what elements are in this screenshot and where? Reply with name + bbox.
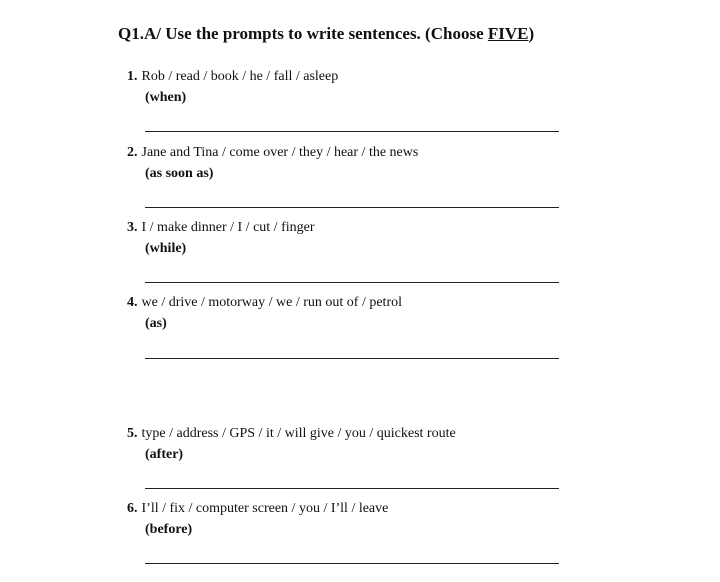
exercise-item-4 xyxy=(127,295,567,332)
exercise-item-5 xyxy=(127,426,567,463)
item-number: 1. xyxy=(127,69,138,84)
item-hint: (while) xyxy=(145,241,187,256)
item-prompt: I’ll / fix / computer screen / you / I’ll / leave xyxy=(141,501,389,516)
answer-line[interactable] xyxy=(145,282,559,283)
answer-line[interactable] xyxy=(145,358,559,359)
answer-line[interactable] xyxy=(145,488,559,489)
item-hint: (before) xyxy=(145,522,193,537)
item-prompt-line xyxy=(127,145,567,161)
item-hint: (as) xyxy=(145,316,167,331)
item-hint: (as soon as) xyxy=(145,166,214,181)
answer-line[interactable] xyxy=(145,563,559,564)
title-emphasis: FIVE xyxy=(487,24,529,43)
item-prompt-line xyxy=(127,69,567,85)
answer-line[interactable] xyxy=(145,131,559,132)
item-prompt-line xyxy=(127,295,567,311)
item-number: 6. xyxy=(127,501,138,516)
exercise-title xyxy=(118,24,534,44)
answer-line[interactable] xyxy=(145,207,559,208)
item-hint: (after) xyxy=(145,447,184,462)
item-prompt-line xyxy=(127,501,567,517)
item-number: 3. xyxy=(127,220,138,235)
item-prompt-line xyxy=(127,426,567,442)
item-prompt: type / address / GPS / it / will give / you / quickest route xyxy=(141,426,456,441)
item-hint: (when) xyxy=(145,90,187,105)
title-prefix: Q1.A/ Use the prompts to write sentences. (Choose xyxy=(118,24,488,43)
item-prompt: I / make dinner / I / cut / finger xyxy=(141,220,315,235)
exercise-item-1 xyxy=(127,69,567,106)
item-number: 2. xyxy=(127,145,138,160)
exercise-item-6 xyxy=(127,501,567,538)
item-prompt-line xyxy=(127,220,567,236)
item-number: 5. xyxy=(127,426,138,441)
item-prompt: we / drive / motorway / we / run out of / petrol xyxy=(141,295,402,310)
item-number: 4. xyxy=(127,295,138,310)
title-suffix: ) xyxy=(528,24,535,43)
item-prompt: Rob / read / book / he / fall / asleep xyxy=(141,69,339,84)
exercise-item-2 xyxy=(127,145,567,182)
exercise-item-3 xyxy=(127,220,567,257)
item-prompt: Jane and Tina / come over / they / hear / the news xyxy=(141,145,419,160)
